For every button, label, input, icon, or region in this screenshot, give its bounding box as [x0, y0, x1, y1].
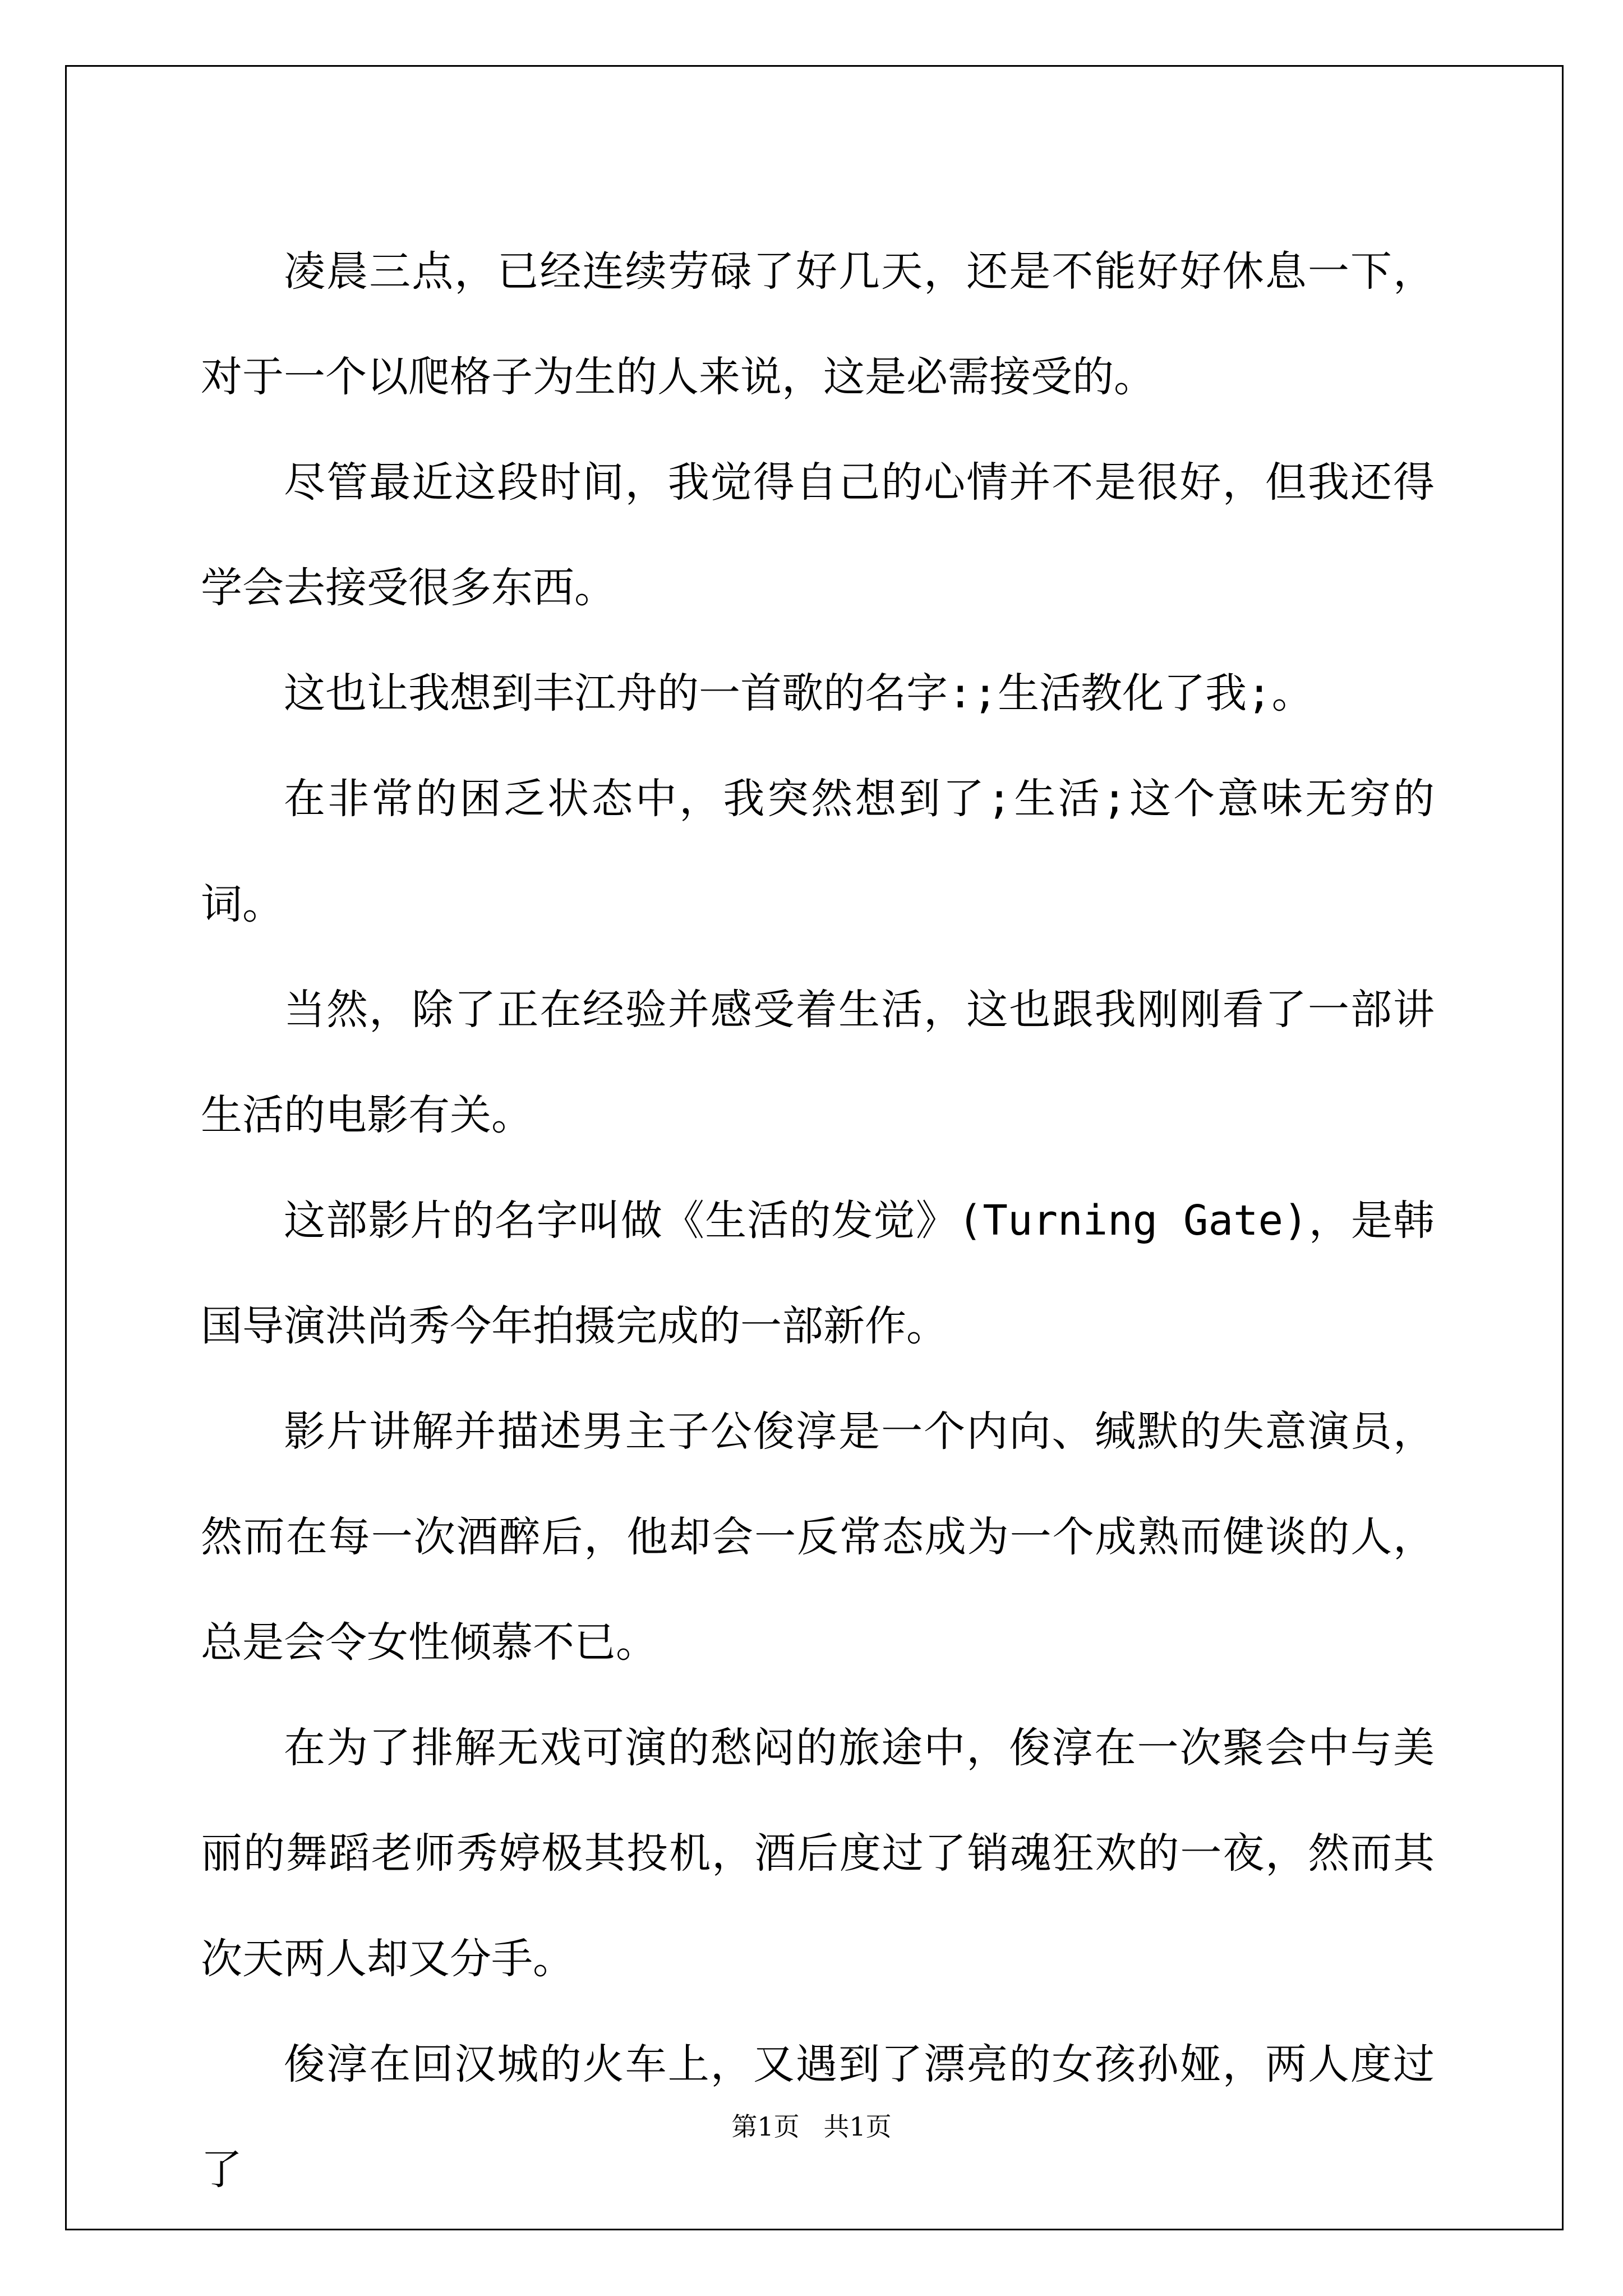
paragraph-7: 影片讲解并描述男主子公俊淳是一个内向、缄默的失意演员，然而在每一次酒醉后，他却会一反常态成为一个成熟而健谈的人，总是会令女性倾慕不已。 — [201, 1407, 1435, 1667]
total-pages: 共1页 — [823, 2111, 892, 2142]
paragraph-9: 俊淳在回汉城的火车上，又遇到了漂亮的女孩孙娅，两人度过了 — [201, 2040, 1435, 2194]
paragraph-2: 尽管最近这段时间，我觉得自己的心情并不是很好，但我还得学会去接受很多东西。 — [201, 458, 1435, 612]
paragraph-5: 当然，除了正在经验并感受着生活，这也跟我刚刚看了一部讲生活的电影有关。 — [201, 986, 1435, 1139]
document-body — [201, 219, 1435, 2223]
page-footer — [0, 2106, 1623, 2143]
paragraph-3: 这也让我想到丰江舟的一首歌的名字:;生活教化了我;。 — [284, 669, 1313, 717]
paragraph-1: 凌晨三点，已经连续劳碌了好几天，还是不能好好休息一下，对于一个以爬格子为生的人来说，这是必需接受的。 — [201, 247, 1435, 401]
paragraph-6: 这部影片的名字叫做《生活的发觉》(Turning Gate)，是韩国导演洪尚秀今年拍摄完成的一部新作。 — [201, 1197, 1435, 1350]
paragraph-4: 在非常的困乏状态中，我突然想到了;生活;这个意味无穷的词。 — [201, 775, 1435, 928]
page-number: 第1页 — [731, 2111, 800, 2142]
paragraph-8: 在为了排解无戏可演的愁闷的旅途中，俊淳在一次聚会中与美丽的舞蹈老师秀婷极其投机，酒后度过了销魂狂欢的一夜，然而其次天两人却又分手。 — [201, 1724, 1435, 1983]
